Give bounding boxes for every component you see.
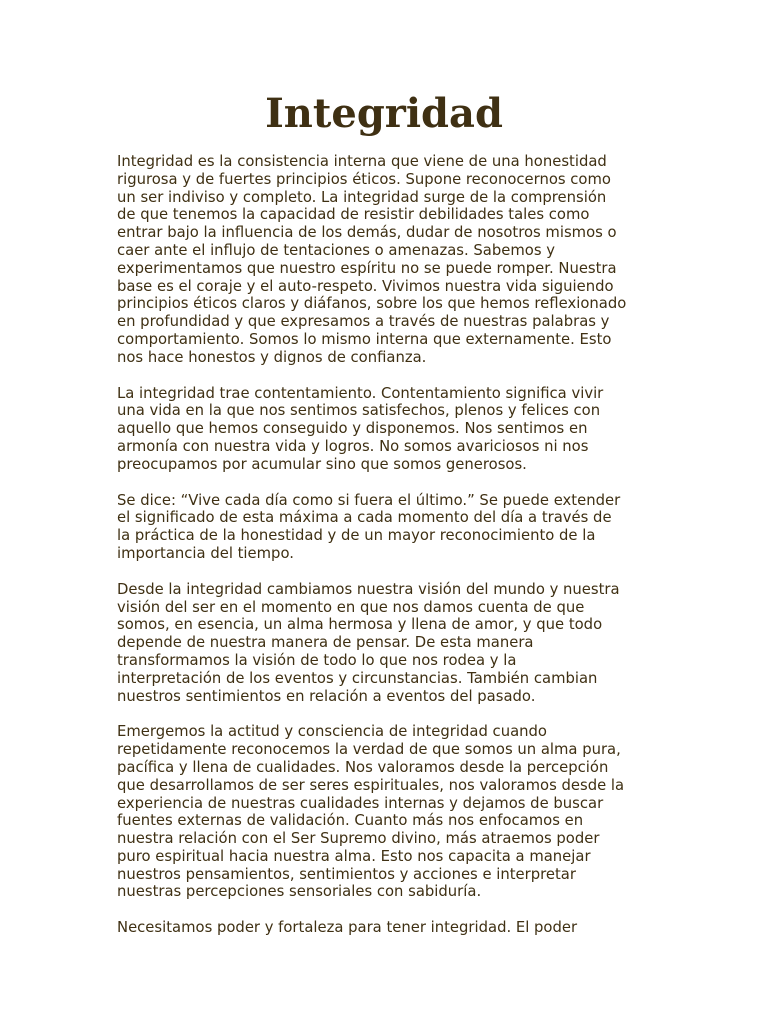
- text-line: en profundidad y que expresamos a través de nuestras palabras y: [117, 313, 610, 331]
- paragraph: [117, 723, 662, 901]
- text-line: armonía con nuestra vida y logros. No somos avariciosos ni nos: [117, 437, 589, 455]
- text-line: Emergemos la actitud y consciencia de integridad cuando: [117, 723, 547, 741]
- paragraph: [117, 153, 662, 367]
- text-line: transformamos la visión de todo lo que nos rodea y la: [117, 651, 517, 669]
- text-line: rigurosa y de fuertes principios éticos. Supone reconocernos como: [117, 170, 611, 188]
- text-line: comportamiento. Somos lo mismo interna que externamente. Esto: [117, 330, 612, 348]
- text-line: somos, en esencia, un alma hermosa y llena de amor, y que todo: [117, 616, 603, 634]
- text-line: Necesitamos poder y fortaleza para tener integridad. El poder: [117, 919, 578, 937]
- text-line: nos hace honestos y dignos de confianza.: [117, 348, 427, 366]
- text-line: que desarrollamos de ser seres espirituales, nos valoramos desde la: [117, 776, 625, 794]
- text-line: experimentamos que nuestro espíritu no se puede romper. Nuestra: [117, 259, 617, 277]
- text-line: aquello que hemos conseguido y disponemos. Nos sentimos en: [117, 420, 588, 438]
- text-line: depende de nuestra manera de pensar. De esta manera: [117, 634, 534, 652]
- document-body: [117, 153, 662, 955]
- text-line: nuestra relación con el Ser Supremo divino, más atraemos poder: [117, 830, 600, 848]
- document-title: Integridad: [265, 90, 503, 137]
- text-line: el significado de esta máxima a cada momento del día a través de: [117, 509, 612, 527]
- text-line: puro espiritual hacia nuestra alma. Esto nos capacita a manejar: [117, 847, 591, 865]
- text-line: pacífica y llena de cualidades. Nos valoramos desde la percepción: [117, 758, 609, 776]
- text-line: una vida en la que nos sentimos satisfechos, plenos y felices con: [117, 402, 601, 420]
- paragraph: [117, 581, 662, 706]
- text-line: caer ante el influjo de tentaciones o amenazas. Sabemos y: [117, 241, 555, 259]
- paragraph: [117, 385, 662, 474]
- text-line: nuestros sentimientos en relación a eventos del pasado.: [117, 687, 536, 705]
- text-line: nuestros pensamientos, sentimientos y acciones e interpretar: [117, 865, 576, 883]
- text-line: un ser indiviso y completo. La integridad surge de la comprensión: [117, 188, 607, 206]
- text-line: la práctica de la honestidad y de un mayor reconocimiento de la: [117, 527, 596, 545]
- paragraph: [117, 492, 662, 563]
- text-line: importancia del tiempo.: [117, 544, 294, 562]
- text-line: Desde la integridad cambiamos nuestra visión del mundo y nuestra: [117, 580, 620, 598]
- text-line: visión del ser en el momento en que nos damos cuenta de que: [117, 598, 585, 616]
- paragraph: [117, 919, 662, 937]
- text-line: de que tenemos la capacidad de resistir debilidades tales como: [117, 206, 590, 224]
- text-line: base es el coraje y el auto-respeto. Vivimos nuestra vida siguiendo: [117, 277, 614, 295]
- text-line: principios éticos claros y diáfanos, sobre los que hemos reflexionado: [117, 295, 627, 313]
- text-line: nuestras percepciones sensoriales con sabiduría.: [117, 883, 482, 901]
- text-line: preocupamos por acumular sino que somos generosos.: [117, 455, 527, 473]
- text-line: experiencia de nuestras cualidades internas y dejamos de buscar: [117, 794, 604, 812]
- text-line: repetidamente reconocemos la verdad de que somos un alma pura,: [117, 741, 621, 759]
- text-line: Integridad es la consistencia interna que viene de una honestidad: [117, 153, 607, 170]
- text-line: La integridad trae contentamiento. Contentamiento significa vivir: [117, 384, 604, 402]
- text-line: Se dice: “Vive cada día como si fuera el último.” Se puede extender: [117, 491, 621, 509]
- text-line: interpretación de los eventos y circunstancias. También cambian: [117, 669, 598, 687]
- text-line: entrar bajo la influencia de los demás, dudar de nosotros mismos o: [117, 224, 617, 242]
- text-line: fuentes externas de validación. Cuanto más nos enfocamos en: [117, 812, 584, 830]
